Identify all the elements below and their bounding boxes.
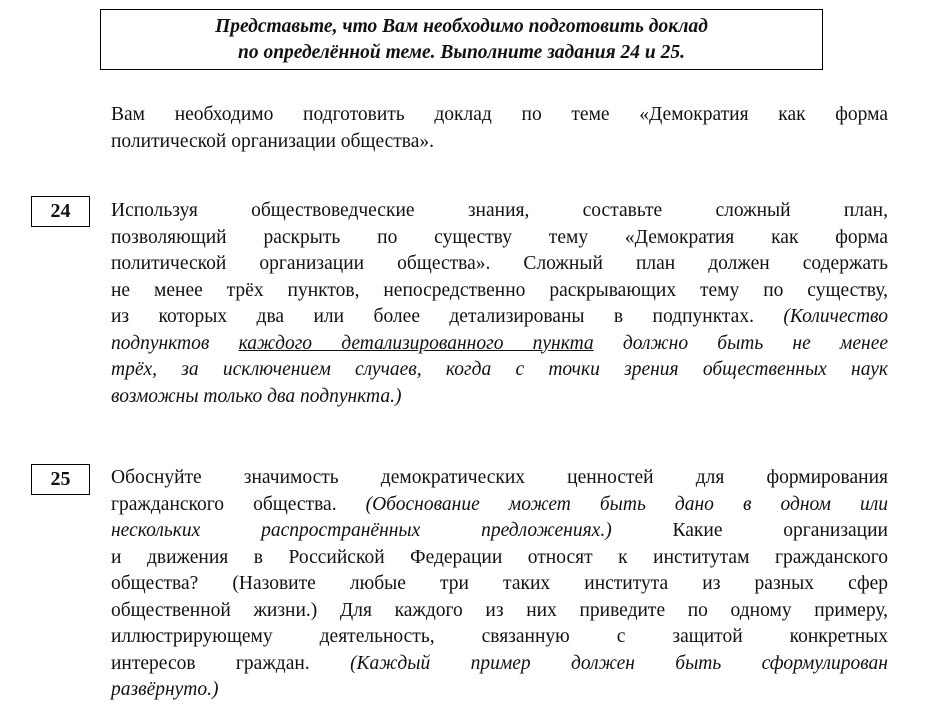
- underlined-phrase: каждого детализированного пункта: [238, 332, 594, 354]
- task-text-segment: интересов граждан.: [111, 652, 310, 674]
- task-line: Используя обществоведческие знания, составьте сложный план,: [111, 200, 888, 221]
- intro-line: политической организации общества».: [111, 130, 434, 152]
- intro-line: Вам необходимо подготовить доклад по теме «Демократия как форма: [111, 104, 888, 125]
- task-note-italic: (Обоснование может быть дано в одном или: [365, 493, 888, 515]
- task-line: политической организации общества». Сложный план должен содержать: [111, 253, 888, 274]
- task-line: [111, 331, 888, 358]
- instruction-line-2: по определённой теме. Выполните задания 24 и 25.: [237, 42, 686, 63]
- task-text-segment: из которых два или более детализированы в подпунктах.: [111, 306, 754, 327]
- task-line: и движения в Российской Федерации относят к институтам гражданского: [111, 546, 888, 568]
- task-line: [111, 651, 888, 678]
- task-note-italic: нескольких распространённых предложениях.): [111, 520, 612, 541]
- task-number-24: 24: [31, 196, 90, 227]
- task-24-text: [111, 198, 888, 410]
- task-text-segment: Какие организации: [672, 520, 888, 541]
- task-line: [111, 304, 888, 331]
- task-line: общества? (Назовите любые три таких института из разных сфер: [111, 573, 888, 594]
- task-text-segment: гражданского общества.: [111, 493, 337, 515]
- task-line: иллюстрирующему деятельность, связанную с защитой конкретных: [111, 626, 888, 647]
- task-note-italic: (Каждый пример должен быть сформулирован: [350, 652, 888, 674]
- task-note-italic: подпунктов: [111, 332, 210, 354]
- task-line: не менее трёх пунктов, непосредственно раскрывающих тему по существу,: [111, 279, 888, 301]
- task-line: развёрнуто.): [111, 679, 219, 700]
- instruction-line-1: Представьте, что Вам необходимо подготовить доклад: [215, 16, 708, 37]
- task-line: Обоснуйте значимость демократических ценностей для формирования: [111, 467, 888, 488]
- intro-paragraph: [111, 102, 888, 155]
- task-line: общественной жизни.) Для каждого из них приведите по одному примеру,: [111, 599, 888, 621]
- task-line: [111, 518, 888, 545]
- task-note-italic: должно быть не менее: [622, 332, 889, 354]
- instruction-box: [100, 9, 823, 70]
- task-number-25: 25: [31, 464, 90, 495]
- task-line: [111, 492, 888, 519]
- task-25-text: [111, 465, 888, 704]
- task-line: возможны только два подпункта.): [111, 385, 402, 407]
- task-note-italic: (Количество: [783, 306, 889, 327]
- task-line: трёх, за исключением случаев, когда с точки зрения общественных наук: [111, 359, 888, 380]
- task-line: позволяющий раскрыть по существу тему «Демократия как форма: [111, 226, 888, 248]
